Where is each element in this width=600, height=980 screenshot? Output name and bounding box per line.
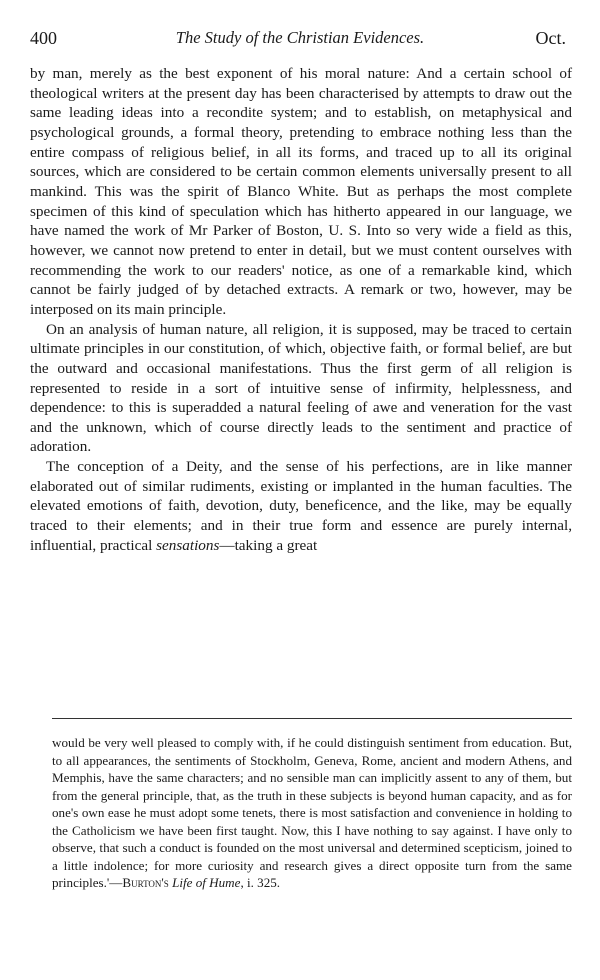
footnote-text: would be very well pleased to comply with, if he could distinguish sentiment from education. But, to all appearances, the sentiments of Stockholm, Geneva, Rome, ancient and modern Athens, and Memphis, have the same characters; and no sensible man can implicitly assent to any of them, but from the general principle, that, as the truth in these subjects is beyond human capacity, and as for one's own ease he must adopt some tenets, there is most satisfaction and convenience in holding to the Catholicism we have been first taught. Now, this I have nothing to say against. I have only to observe, that such a conduct is founded on the most universal and determined scepticism, joined to a little indolence; for more curiosity and research gives a direct opposite turn from the same principles.'— bbox=[52, 735, 572, 891]
paragraph-3 bbox=[30, 457, 572, 555]
footnote-author: Burton's bbox=[122, 875, 169, 891]
footnote-paragraph bbox=[52, 734, 572, 892]
footnote-citation: , i. 325. bbox=[240, 875, 281, 891]
running-header bbox=[30, 28, 570, 54]
paragraph-2: On an analysis of human nature, all religion, it is supposed, may be traced to certain ultimate principles in our constitution, of which, objective faith, or formal belief, are but the outward and occasional manifestations. Thus the first germ of all religion is represented to reside in a sort of intuitive sense of infirmity, helplessness, and dependence: to this is superadded a natural feeling of awe and veneration for the vast and the unknown, which of course directly leads to the sentiment and practice of adoration. bbox=[30, 320, 572, 456]
header-month: Oct. bbox=[535, 28, 566, 48]
italic-sensations: sensations bbox=[156, 536, 220, 554]
paragraph-3-text: The conception of a Deity, and the sense of his perfections, are in like manner elaborated out of similar rudiments, existing or implanted in the human faculties. The elevated emotions of faith, devotion, duty, beneficence, and the like, may be equally traced to their elements; and in their true form and essence are purely internal, influential, practical bbox=[30, 458, 572, 554]
running-title: The Study of the Christian Evidences. bbox=[175, 28, 425, 47]
paragraph-1: by man, merely as the best exponent of his moral nature: And a certain school of theological writers at the present day has been characterised by attempts to draw out the same leading ideas into a recondite system; and to establish, on metaphysical and psychological grounds, a formal theory, pretending to embrace nothing less than the entire compass of religious belief, in all its forms, and traced up to all its original sources, which are considered to be certain common elements universally present to all mankind. This was the spirit of Blanco White. But as perhaps the most complete specimen of this kind of speculation which has hitherto appeared in our language, we have named the work of Mr Parker of Boston, U. S. Into so very wide a field as this, however, we cannot now pretend to enter in detail, but we must content ourselves with recommending the work to our readers' notice, as one of a remarkable kind, which cannot be fairly judged of by detached extracts. A remark or two, however, may be interposed on its main principle. bbox=[30, 65, 572, 318]
footnote-divider bbox=[52, 718, 572, 719]
main-text bbox=[30, 64, 572, 555]
footnote bbox=[52, 734, 572, 892]
paragraph-3-tail: —taking a great bbox=[219, 536, 318, 554]
footnote-work-title: Life of Hume bbox=[172, 875, 241, 891]
page-number: 400 bbox=[30, 28, 57, 48]
